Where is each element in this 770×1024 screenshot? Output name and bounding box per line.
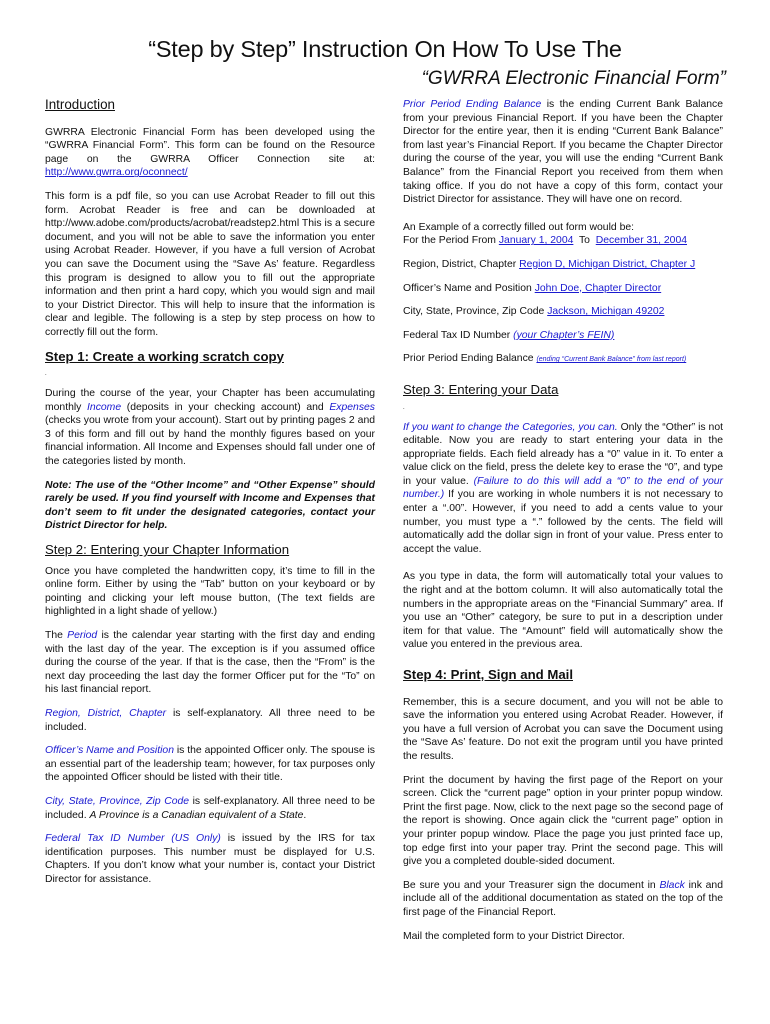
step4-heading: Step 4: Print, Sign and Mail [403,667,573,682]
right-column [403,98,723,953]
example-block [403,221,723,367]
step4-paragraph-4: Mail the completed form to your District Director. [403,930,625,942]
example-city: City, State, Province, Zip Code Jackson, Michigan 49202 [403,306,665,318]
example-balance: Prior Period Ending Balance (ending “Current Bank Balance” from last report) [403,353,687,365]
step4-paragraph-2: Print the document by having the first page of the Report on your screen. Click the “current page” option in your printer popup window. Print the first page. Now, click to the next page so the second page of the report is showing. Once again click the “current page” option in your printer popup window. Place the page you just printed face up, top edge first into your paper tray. Print the second page. This will give you a completed double-sided document. [403,774,723,868]
prior-balance-paragraph: Prior Period Ending Balance is the ending Current Bank Balance from your previous Financial Report. If you have been the Chapter Director for the entire year, then it is ending “Current Bank Balance” from last year’s Financial Report. If you became the Chapter Director during the course of the year, you will use the ending “Current Bank Balance” from the Financial Report you received from them when taking office. If you do not have a copy of this form, contact your District Director for assistance. They will have one on record. [403,99,723,206]
prior-balance-term: Prior Period Ending Balance [403,99,542,110]
example-intro: An Example of a correctly filled out form would be: [403,221,635,233]
bullet-mark: . [45,371,47,378]
step3-paragraph-2: As you type in data, the form will automatically total your values to the right and at the bottom column. It will also automatically total the numbers in the appropriate areas on the “Financial Summary” area. If you use an “Other” category, be sure to put in a description under item for that value. The “Amount” field will automatically show the value you entered in the previous area. [403,571,723,651]
step2-heading: Step 2: Entering your Chapter Information [45,542,290,558]
region-term: Region, District, Chapter [45,707,167,719]
step1-paragraph: During the course of the year, your Chapter has been accumulating monthly Income (deposits in your checking account) and Expenses (checks you wrote from your account). Start out by printing pages 2 and 3 of this form and fill out by hand the monthly figures based on your financial information. All Income and Expenses should fall under one of the categories listed by month. [45,388,375,468]
expenses-term: Expenses [329,401,375,413]
step3-heading: Step 3: Entering your Data [403,381,559,397]
step2-paragraph-1: Once you have completed the handwritten copy, it’s time to fill in the online form. Either by using the “Tab” button on your keyboard or by pointing and clicking your left mouse button, (The text fields are highlighted in a light shade of yellow.) [45,565,375,618]
step4-paragraph-1: Remember, this is a secure document, and you will not be able to save the information you entered using Acrobat Reader. However, if you have a full version of Acrobat you can save the Document using the “Save As’ feature. Do not exit the program until you have printed the results. [403,696,723,762]
left-column [45,98,375,897]
intro-heading: Introduction [45,97,115,112]
step2-paragraph-region: Region, District, Chapter is self-explanatory. All three need to be included. [45,707,376,733]
step2-paragraph-city: City, State, Province, Zip Code is self-explanatory. All three need to be included. A Province is a Canadian equivalent of a State. [45,795,376,821]
black-ink-term: Black [659,879,685,891]
example-period: For the Period From January 1, 2004 To December 31, 2004 [403,235,687,247]
document-title: “Step by Step” Instruction On How To Use The [148,36,622,62]
step4-paragraph-3: Be sure you and your Treasurer sign the document in Black ink and include all of the additional documentation as stated on the top of the first page of the Financial Report. [403,879,723,918]
document-subtitle: “GWRRA Electronic Financial Form” [421,68,726,89]
step1-note: Note: The use of the “Other Income” and “Other Expense” should rarely be used. If you find yourself with Income and Expenses that don’t seem to fit under the designated categories, contact your District Director for help. [45,479,375,532]
taxid-term: Federal Tax ID Number (US Only) [45,833,221,845]
step1-heading: Step 1: Create a working scratch copy [45,348,284,364]
step3-paragraph-1: If you want to change the Categories, you can. Only the “Other” is not editable. Now you are ready to start entering your data in the appropriate fields. Each field already has a “0” value in it. To enter a value click on the field, press the delete key to erase the “0”, and type in your value. (Failure to do this will add a “0” to the end of your number.) If you are working in whole numbers it is not necessary to enter a “.00”. However, if you need to add a cents value to your number, you must type a “.” followed by the cents. The field will automatically add the dollar sign in front of your value. Press enter to accept the value. [403,421,723,555]
period-term: Period [67,630,98,641]
example-officer: Officer’s Name and Position John Doe, Chapter Director [403,282,662,294]
officer-term: Officer’s Name and Position [45,745,174,757]
example-region: Region, District, Chapter Region D, Michigan District, Chapter J [403,258,696,270]
officer-connection-link[interactable]: http://www.gwrra.org/oconnect/ [45,167,188,179]
intro-paragraph-2: This form is a pdf file, so you can use Acrobat Reader to fill out this form. Acrobat Reader is free and can be downloaded at http://www.adobe.com/products/acrobat/readstep2.html This is a secure document, and you will not be able to save the information you enter using Acrobat Reader. However, if you have a full version of Acrobat you can save the Document using the “Save As’ feature. Regardless this program is designed to allow you to fill out the appropriate information and then print a hard copy, which you would sign and mail to your District Director. This will help to insure that the information is clear and legible. The following is a step by step process on how to correctly fill out the form. [45,190,375,338]
step2-paragraph-taxid: Federal Tax ID Number (US Only) is issued by the IRS for tax identification purposes. This number must be displayed for U.S. Chapters. If you don’t know what your number is, contact your District Director for assistance. [45,833,375,885]
example-taxid: Federal Tax ID Number (your Chapter’s FEIN) [403,329,615,341]
step2-paragraph-period: The Period is the calendar year starting with the first day and ending with the last day of the year. The exception is if you assumed office during the course of the year. If that is the case, then the “From” is the next day proceeding the last day the former Officer put for the “To” on his last financial report. [45,630,375,696]
step2-paragraph-officer: Officer’s Name and Position is the appointed Officer only. The spouse is an essential part of the leadership team; however, for tax purposes only the appointed Officer should be listed with their title. [45,745,375,784]
income-term: Income [87,401,122,413]
city-term: City, State, Province, Zip Code [45,795,190,807]
intro-paragraph-1: GWRRA Electronic Financial Form has been developed using the “GWRRA Financial Form”. This form can be found on the Resource page on the GWRRA Officer Connection site at: http://www.gwrra.org/oconnect/ [45,126,375,179]
bullet-mark: . [403,404,405,411]
